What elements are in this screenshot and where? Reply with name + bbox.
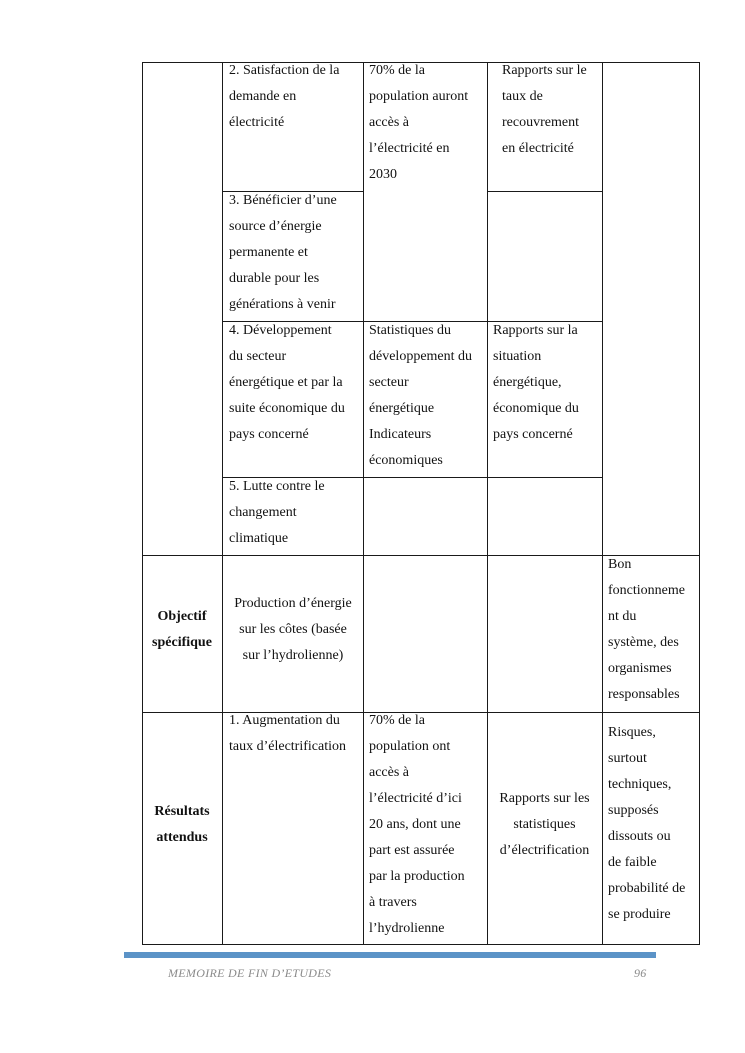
table-border-right	[699, 62, 700, 945]
row-label-expected-results: Résultats attendus	[154, 804, 210, 845]
footer-title: MEMOIRE DE FIN D’ETUDES	[168, 966, 332, 980]
table-col-divider	[222, 62, 223, 945]
source-cell: Rapports sur les statistiques d’électrification	[499, 791, 590, 858]
table-row-divider	[487, 191, 602, 192]
row-label-specific-objective: Objectif spécifique	[152, 609, 212, 650]
table-border-bottom	[142, 944, 700, 945]
assumption-cell: Risques, surtout techniques, supposés dissouts ou de faible probabilité de se produire	[608, 725, 686, 922]
table-col-divider	[602, 62, 603, 945]
source-cell: Rapports sur le taux de recouvrement en électricité	[502, 63, 587, 156]
table-col-divider	[363, 62, 364, 945]
assumption-cell: Bon fonctionneme nt du système, des organismes responsables	[608, 557, 685, 702]
objective-cell: 1. Augmentation du taux d’électrification	[229, 713, 346, 754]
source-cell: Rapports sur la situation énergétique, économique du pays concerné	[493, 323, 579, 442]
objective-cell: 2. Satisfaction de la demande en électricité	[229, 63, 340, 130]
objective-cell: Production d’énergie sur les côtes (basée sur l’hydrolienne)	[234, 596, 352, 663]
objective-cell: 4. Développement du secteur énergétique et par la suite économique du pays concerné	[229, 323, 345, 442]
indicator-cell: Statistiques du développement du secteur énergétique Indicateurs économiques	[369, 323, 473, 468]
objective-cell: 3. Bénéficier d’une source d’énergie permanente et durable pour les générations à venir	[229, 193, 337, 312]
footer-divider-bar	[124, 952, 656, 958]
page-number: 96	[634, 966, 647, 980]
indicator-cell: 70% de la population auront accès à l’électricité en 2030	[369, 63, 469, 182]
objective-cell: 5. Lutte contre le changement climatique	[229, 479, 325, 546]
indicator-cell: 70% de la population ont accès à l’électricité d’ici 20 ans, dont une part est assurée par la production à travers l’hydrolienne	[369, 713, 465, 936]
